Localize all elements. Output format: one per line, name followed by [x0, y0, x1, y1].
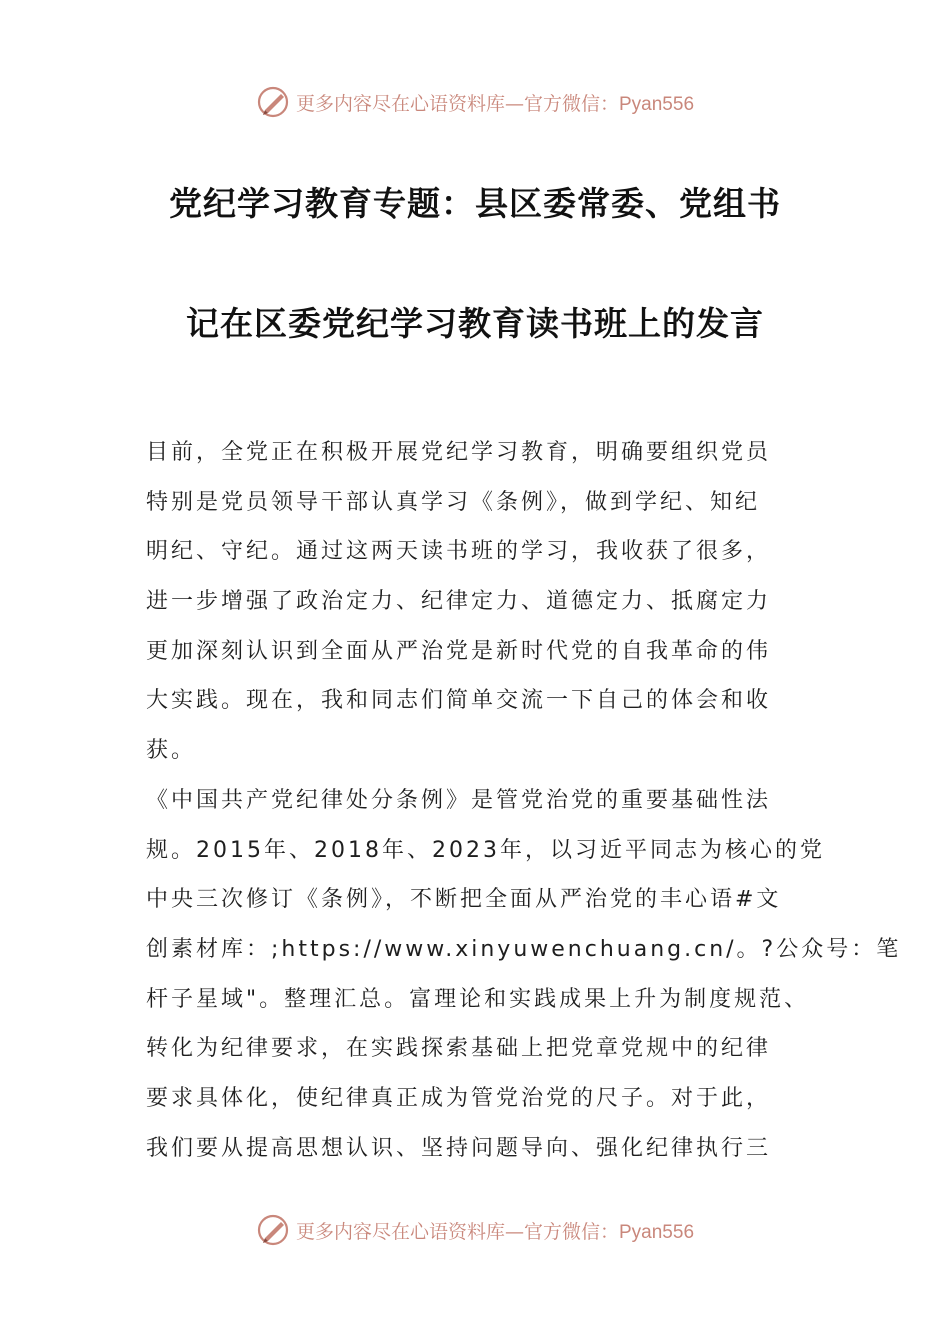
pen-logo-icon: [256, 1212, 292, 1248]
body-line: 《中国共产党纪律处分条例》是管党治党的重要基础性法: [146, 787, 772, 813]
pen-logo-icon: [256, 84, 292, 120]
body-line: 明纪、守纪。通过这两天读书班的学习，我收获了很多，: [146, 539, 772, 565]
banner-label: 更多内容尽在心语资料库—官方微信：: [295, 1220, 619, 1243]
body-line: 杆子星域"。整理汇总。富理论和实践成果上升为制度规范、: [146, 986, 810, 1012]
body-line: 更加深刻认识到全面从严治党是新时代党的自我革命的伟: [146, 638, 772, 664]
body-line: 转化为纪律要求，在实践探索基础上把党章党规中的纪律: [146, 1036, 772, 1062]
document-title-line-2: 记在区委党纪学习教育读书班上的发言: [186, 304, 764, 343]
body-line: 获。: [146, 738, 197, 764]
body-line: 规。2015年、2018年、2023年，以习近平同志为核心的党: [146, 837, 825, 863]
body-line: 大实践。现在，我和同志们简单交流一下自己的体会和收: [146, 688, 772, 714]
body-line: 特别是党员领导干部认真学习《条例》，做到学纪、知纪: [146, 489, 761, 515]
body-line: 要求具体化，使纪律真正成为管党治党的尺子。对于此，: [146, 1085, 772, 1111]
body-line: 进一步增强了政治定力、纪律定力、道德定力、抵腐定力: [146, 589, 772, 615]
document-title-line-1: 党纪学习教育专题：县区委常委、党组书: [169, 184, 781, 223]
body-line: 我们要从提高思想认识、坚持问题导向、强化纪律执行三: [146, 1135, 772, 1161]
body-line: 创素材库：;https://www.xinyuwenchuang.cn/。?公众号：笔: [146, 936, 902, 962]
banner-handle: Pyan556: [619, 93, 695, 115]
document-body: [146, 428, 902, 1173]
header-banner: [0, 82, 950, 122]
banner-handle: Pyan556: [619, 1221, 695, 1243]
footer-banner: [0, 1210, 950, 1250]
banner-label: 更多内容尽在心语资料库—官方微信：: [295, 92, 619, 115]
banner-text: [296, 1217, 694, 1244]
body-line: 中央三次修订《条例》，不断把全面从严治党的丰心语#文: [146, 887, 782, 913]
banner-text: [296, 89, 694, 116]
body-line: 目前，全党正在积极开展党纪学习教育，明确要组织党员: [146, 440, 772, 465]
